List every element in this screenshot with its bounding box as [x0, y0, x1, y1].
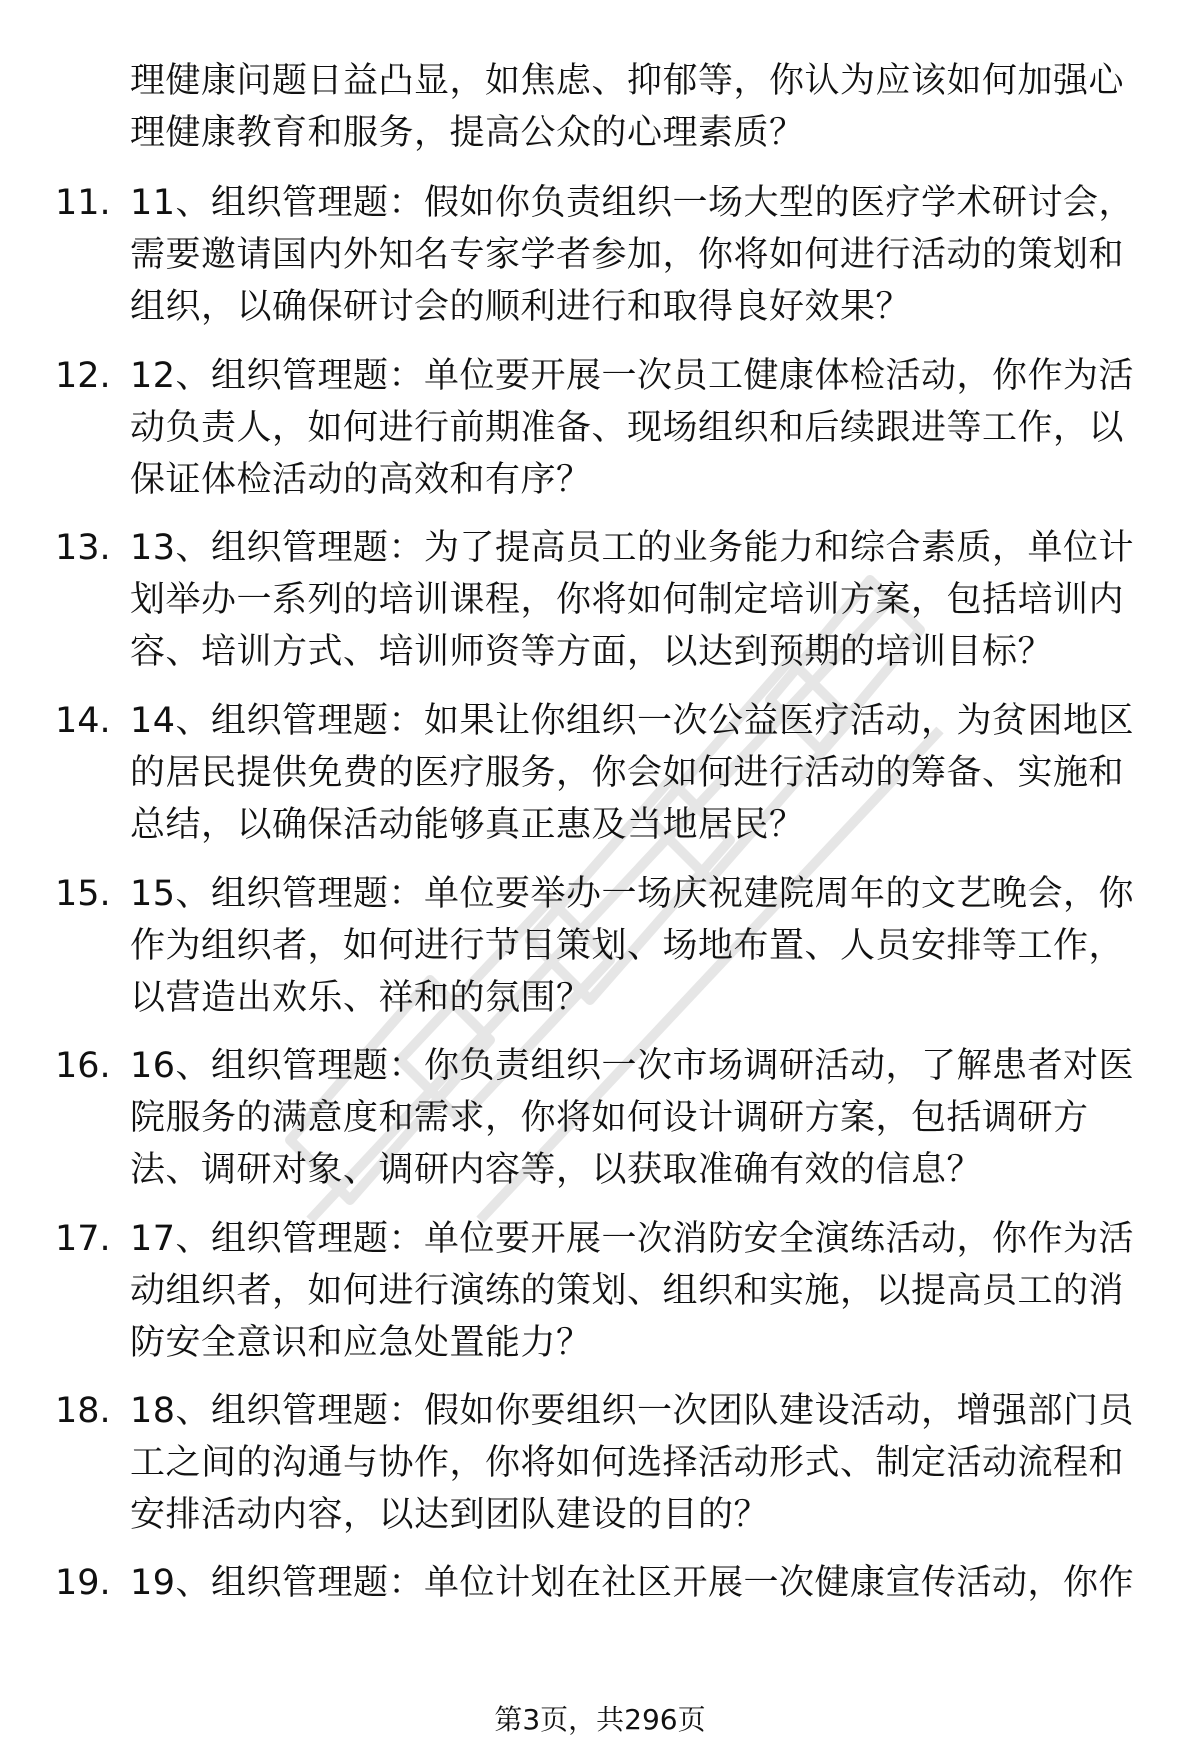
item-number: 13. [55, 528, 111, 568]
text-line: 容、培训方式、培训师资等方面，以达到预期的培训目标？ [130, 632, 1054, 672]
text-line: 保证体检活动的高效和有序？ [130, 460, 592, 500]
text-line: 15、组织管理题：单位要举办一场庆祝建院周年的文艺晚会，你 [130, 874, 1135, 914]
item-number: 14. [55, 701, 111, 741]
item-number: 16. [55, 1046, 111, 1086]
text-line: 11、组织管理题：假如你负责组织一场大型的医疗学术研讨会， [130, 183, 1135, 223]
item-number: 19. [55, 1563, 111, 1603]
item-text [130, 350, 1140, 506]
text-line: 理健康问题日益凸显，如焦虑、抑郁等，你认为应该如何加强心 [130, 61, 1125, 101]
item-text [130, 522, 1140, 678]
item-text [130, 1040, 1140, 1196]
text-line: 安排活动内容，以达到团队建设的目的？ [130, 1495, 770, 1535]
text-line: 以营造出欢乐、祥和的氛围？ [130, 978, 592, 1018]
text-line: 工之间的沟通与协作，你将如何选择活动形式、制定活动流程和 [130, 1443, 1125, 1483]
text-line: 14、组织管理题：如果让你组织一次公益医疗活动，为贫困地区 [130, 701, 1135, 741]
text-line: 19、组织管理题：单位计划在社区开展一次健康宣传活动，你作 [130, 1563, 1135, 1603]
item-number: 15. [55, 874, 111, 914]
text-line: 作为组织者，如何进行节目策划、场地布置、人员安排等工作， [130, 926, 1125, 966]
item-text [130, 177, 1140, 333]
page-number-label: 第3页，共296页 [494, 1703, 706, 1736]
text-line: 动组织者，如何进行演练的策划、组织和实施，以提高员工的消 [130, 1271, 1125, 1311]
text-line: 总结，以确保活动能够真正惠及当地居民？ [130, 805, 805, 845]
item-text [130, 1385, 1140, 1541]
text-line: 院服务的满意度和需求，你将如何设计调研方案，包括调研方 [130, 1098, 1089, 1138]
text-line: 13、组织管理题：为了提高员工的业务能力和综合素质，单位计 [130, 528, 1135, 568]
continuation-paragraph [130, 55, 1140, 159]
item-number: 11. [55, 183, 111, 223]
text-line: 法、调研对象、调研内容等，以获取准确有效的信息？ [130, 1150, 983, 1190]
text-line: 12、组织管理题：单位要开展一次员工健康体检活动，你作为活 [130, 356, 1135, 396]
item-number: 12. [55, 356, 111, 396]
item-text [130, 1213, 1140, 1369]
text-line: 理健康教育和服务，提高公众的心理素质？ [130, 113, 805, 153]
text-line: 需要邀请国内外知名专家学者参加，你将如何进行活动的策划和 [130, 235, 1125, 275]
item-text [130, 1557, 1140, 1609]
text-line: 17、组织管理题：单位要开展一次消防安全演练活动，你作为活 [130, 1219, 1135, 1259]
text-line: 防安全意识和应急处置能力？ [130, 1323, 592, 1363]
text-line: 划举办一系列的培训课程，你将如何制定培训方案，包括培训内 [130, 580, 1125, 620]
text-line: 的居民提供免费的医疗服务，你会如何进行活动的筹备、实施和 [130, 753, 1125, 793]
page-footer [0, 1700, 1200, 1740]
item-number: 17. [55, 1219, 111, 1259]
item-number: 18. [55, 1391, 111, 1431]
text-line: 动负责人，如何进行前期准备、现场组织和后续跟进等工作，以 [130, 408, 1125, 448]
item-text [130, 868, 1140, 1024]
text-line: 组织，以确保研讨会的顺利进行和取得良好效果？ [130, 287, 912, 327]
text-line: 16、组织管理题：你负责组织一次市场调研活动，了解患者对医 [130, 1046, 1135, 1086]
text-line: 18、组织管理题：假如你要组织一次团队建设活动，增强部门员 [130, 1391, 1135, 1431]
item-text [130, 695, 1140, 851]
